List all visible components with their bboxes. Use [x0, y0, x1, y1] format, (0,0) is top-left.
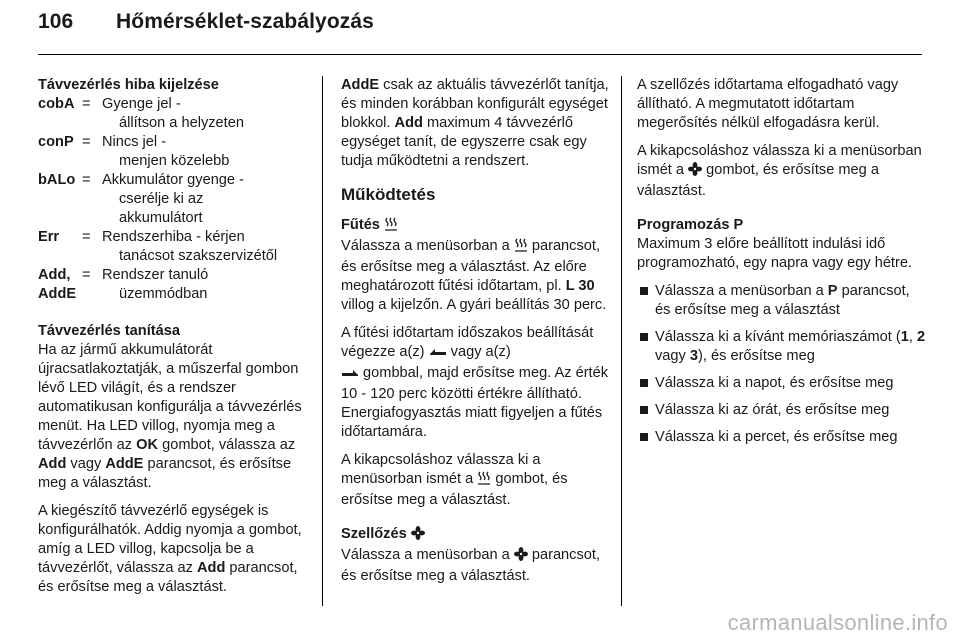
ventilation-paragraph-1: Válassza a menüsorban a parancsot, és erősítse meg a választást.: [341, 547, 600, 584]
heater-icon: [514, 238, 528, 258]
error-description: [102, 266, 310, 304]
operation-heading: Működtetés: [341, 185, 436, 204]
bullet-icon: [640, 287, 648, 295]
bullet-icon: [640, 333, 648, 341]
column-divider-1: [322, 76, 323, 606]
error-description: [102, 171, 310, 228]
ventilation-paragraph-3: A kikapcsoláshoz válassza ki a menüsorban ismét a gombot, és erősítse meg a választást.: [637, 143, 922, 199]
code-line: AddE: [38, 286, 77, 302]
arrow-left-icon: [429, 345, 447, 364]
error-row-err: [38, 228, 310, 266]
heating-title: Fűtés: [341, 216, 613, 237]
description-line: tanácsot szakszervizétől: [119, 248, 278, 264]
arrow-right-icon: [341, 366, 359, 385]
error-description: [102, 95, 310, 133]
list-item: Válassza ki a kívánt memóriaszámot (1, 2 vagy 3), és erősítse meg: [637, 328, 927, 366]
error-code-table: [38, 95, 310, 304]
teach-paragraph-2: A kiegészítő távvezérlő egységek is konfigurálhatók. Addig nyomja a gombot, amíg a LED villog, kapcsolja be a távvezérlőt, válassza az Add parancsot, és erősítse meg a választást.: [38, 503, 302, 595]
error-display-title: Távvezérlés hiba kijelzése: [38, 77, 219, 93]
error-description: [102, 133, 310, 171]
heating-paragraph-3: A kikapcsoláshoz válassza ki a menüsorban ismét a gombot, és erősítse meg a választást.: [341, 452, 568, 508]
column-divider-2: [621, 76, 622, 606]
error-code: bALo: [38, 172, 76, 188]
bullet-icon: [640, 379, 648, 387]
column-2: [341, 76, 613, 595]
heater-icon: [477, 471, 491, 491]
code-line: Add,: [38, 267, 71, 283]
description-line: Rendszerhiba - kérjen: [102, 229, 245, 245]
description-line: Akkumulátor gyenge -: [102, 172, 244, 188]
list-item: Válassza ki a percet, és erősítse meg: [637, 428, 927, 447]
description-line: akkumulátort: [119, 210, 203, 226]
bullet-icon: [640, 433, 648, 441]
error-code: cobA: [38, 96, 75, 112]
error-row-coba: [38, 95, 310, 133]
fan-icon: [688, 162, 702, 182]
bullet-icon: [640, 406, 648, 414]
error-row-balo: [38, 171, 310, 228]
column-1: [38, 76, 310, 606]
column-3: [637, 76, 927, 456]
list-item: Válassza ki az órát, és erősítse meg: [637, 401, 927, 420]
adde-paragraph: AddE csak az aktuális távvezérlőt tanítja, és minden korábban konfigurált egységet blokkol. Add maximum 4 távvezérlő egységet tanít, de egyszerre csak egy tudja működtetni a rendszert.: [341, 77, 609, 169]
description-line: állítson a helyzeten: [119, 115, 244, 131]
list-item: Válassza a menüsorban a P parancsot, és erősítse meg a választást: [637, 282, 927, 320]
description-line: menjen közelebb: [119, 153, 230, 169]
description-line: Gyenge jel -: [102, 96, 181, 112]
list-item: Válassza ki a napot, és erősítse meg: [637, 374, 927, 393]
header-rule: [38, 54, 922, 55]
error-description: [102, 228, 310, 266]
fan-icon: [514, 547, 528, 567]
error-code: Err: [38, 229, 60, 245]
description-line: Rendszer tanuló: [102, 267, 209, 283]
heating-paragraph-1: Válassza a menüsorban a parancsot, és erősítse meg a választást. Az előre meghatározott fűtési időtartam, pl. L 30 villog a kijelzőn. A gyári beállítás 30 perc.: [341, 238, 607, 313]
equals-sign: =: [82, 134, 91, 150]
programming-steps: [637, 282, 927, 447]
error-code: [38, 266, 82, 304]
equals-sign: =: [82, 229, 91, 245]
heating-paragraph-2: A fűtési időtartam időszakos beállítását végezze a(z) vagy a(z) gombbal, majd erősítse meg. Az érték 10 - 120 perc közötti értékre állítható. Energiafogyasztás miatt figyeljen a fűtés időtartamára.: [341, 325, 609, 440]
description-line: Nincs jel -: [102, 134, 167, 150]
description-line: üzemmódban: [119, 286, 208, 302]
watermark: carmanualsonline.info: [727, 610, 948, 635]
equals-sign: =: [82, 172, 91, 188]
error-code: conP: [38, 134, 74, 150]
heater-icon: [384, 217, 398, 237]
page-number: 106: [38, 10, 74, 33]
description-line: cserélje ki az: [119, 191, 204, 207]
ventilation-paragraph-2: A szellőzés időtartama elfogadható vagy állítható. A megmutatott időtartam megerősítés nélkül elfogadásra kerül.: [637, 77, 899, 131]
page-header: [38, 10, 374, 34]
teach-paragraph-1: Ha az jármű akkumulátorát újracsatlakoztatják, a műszerfal gombon lévő LED világít, és a rendszer automatikusan konfigurálja a távvezérlés menüt. Ha LED villog, nyomja meg a távvezérlőn az OK gombot, válassza az Add vagy AddE parancsot, és erősítse meg a választást.: [38, 342, 302, 491]
programming-title: Programozás P: [637, 217, 744, 233]
error-row-add: [38, 266, 310, 304]
page-title: Hőmérséklet-szabályozás: [116, 10, 374, 33]
teach-title: Távvezérlés tanítása: [38, 323, 180, 339]
error-row-conp: [38, 133, 310, 171]
programming-paragraph: Maximum 3 előre beállított indulási idő programozható, egy napra vagy egy hétre.: [637, 236, 913, 271]
equals-sign: =: [82, 267, 91, 283]
ventilation-title: Szellőzés: [341, 525, 613, 546]
equals-sign: =: [82, 96, 91, 112]
fan-icon: [411, 526, 425, 546]
